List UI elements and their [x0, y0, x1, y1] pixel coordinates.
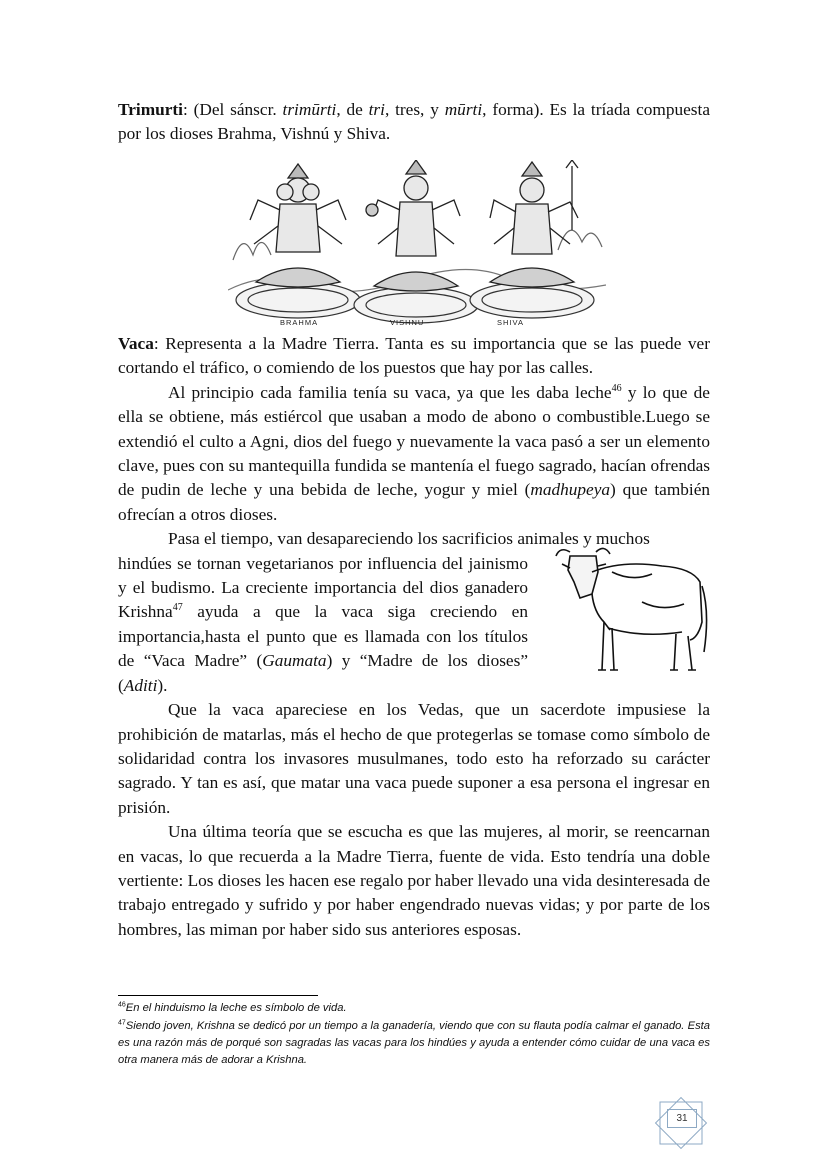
trimurti-term: Trimurti [118, 100, 183, 119]
footnote-ref-47[interactable]: 47 [172, 602, 183, 614]
page-number: 31 [667, 1109, 697, 1128]
trimurti-illustration [228, 160, 606, 330]
trimurti-paragraph: Trimurti: (Del sánscr. trimūrti, de tri, tres, y mūrti, forma). Es la tríada compuesta por los dioses Brahma, Vishnú y Shiva. [118, 100, 710, 144]
vaca-paragraph-3-lead: Pasa el tiempo, van desapareciendo los sacrificios animales y muchos [168, 529, 650, 549]
trimurti-definition [118, 98, 710, 147]
shiva-label: SHIVA [497, 318, 524, 327]
vaca-paragraph-3: hindúes se tornan vegetarianos por influencia del jainismo y el budismo. La creciente importancia del dios ganadero Krishna$^{47}$ ayuda a que la vaca siga creciendo en importancia,hasta el punto que es llamada con los títulos de “Vaca Madre” (Gaumata) y “Madre de los dioses” (Aditi). [118, 553, 528, 695]
cow-illustration [552, 542, 712, 678]
vaca-paragraph-5: Una última teoría que se escucha es que las mujeres, al morir, se reencarnan en vacas, lo que recuerda a la Madre Tierra, fuente de vida. Esto tendría una doble vertiente: Los dioses les hacen ese regalo por haber llevado una vida desinteresada de trabajo entregado y sufrido y por haber engendrado nuevas vidas; y por parte de los hombres, las miman por haber sido sus anteriores esposas. [118, 822, 710, 939]
brahma-figure [250, 164, 346, 287]
footnote-ref-46[interactable]: 46 [611, 383, 622, 395]
vaca-paragraph-1: Vaca: Representa a la Madre Tierra. Tanta es su importancia que se las puede ver cortando el tráfico, o comiendo de los puestos que hay por las calles. [118, 334, 710, 378]
vishnu-label: VISHNU [390, 318, 425, 327]
footnote-46: $^{46}$En el hinduismo la leche es símbolo de vida. [118, 1001, 347, 1014]
shiva-figure [490, 160, 578, 287]
footnote-rule [118, 995, 318, 996]
vaca-paragraph-4: Que la vaca apareciese en los Vedas, que un sacerdote impusiese la prohibición de matarlas, más el hecho de que protegerlas se tomase como símbolo de solidaridad contra los invasores musulmanes, todo esto ha reforzado su carácter sagrado. Y tan es así, que matar una vaca puede suponer a esa persona el ingresar en prisión. [118, 700, 710, 817]
vaca-term: Vaca [118, 334, 154, 353]
footnote-47: $^{47}$Siendo joven, Krishna se dedicó por un tiempo a la ganadería, viendo que con su flauta podía calmar el ganado. Esta es una razón más de porqué son sagradas las vacas para los hindúes y ayuda a entender cómo cuidar de una vaca es otra manera más de adorar a Krishna. [118, 1019, 710, 1066]
brahma-label: BRAHMA [280, 318, 319, 327]
vaca-paragraph-2: Al principio cada familia tenía su vaca, ya que les daba leche$^{46}$ y lo que de ella se obtiene, más estiércol que usaban a modo de abono o combustible.Luego se extendió el culto a Agni, dios del fuego y nuevamente la vaca pasó a ser un elemento clave, pues con su mantequilla fundida se mantenía el fuego sagrado, hacían ofrendas de pudin de leche y una bebida de leche, yogur y miel (madhupeya) que también ofrecían a otros dioses. [118, 382, 711, 524]
